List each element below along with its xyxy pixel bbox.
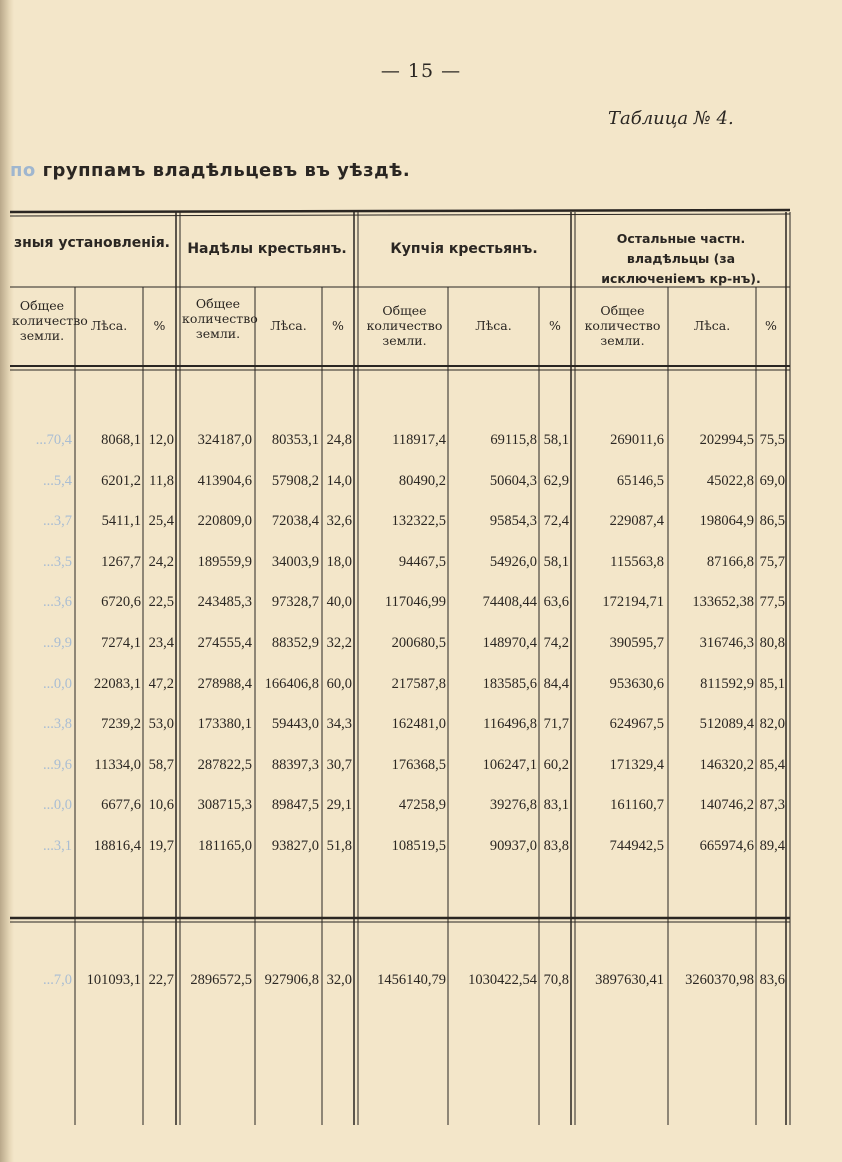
table-row-cell: 11334,0 (94, 756, 141, 773)
table-row-cell: 10,6 (148, 797, 174, 814)
table-row-cell: 115563,8 (610, 553, 664, 570)
table-row-cell: 80353,1 (271, 432, 319, 448)
table-row-cell: ...5,4 (43, 472, 72, 489)
table-row-cell: 30,7 (326, 756, 352, 773)
table-row-cell: 59443,0 (271, 716, 319, 733)
table-row-cell: 51,8 (326, 838, 352, 854)
table-row-cell: 133652,38 (692, 594, 754, 611)
table-row-cell: 243485,3 (197, 594, 252, 611)
table-row-cell: ...0,0 (43, 797, 72, 814)
table-row-cell: 811592,9 (700, 675, 754, 692)
table-row-cell: 8068,1 (101, 432, 141, 448)
table-row-cell: 53,0 (148, 716, 174, 733)
table-row-cell: 89847,5 (271, 797, 319, 814)
table-row-cell: 390595,7 (609, 635, 664, 651)
table-row-cell: 665974,6 (699, 838, 754, 854)
table-row-cell: ...9,6 (43, 756, 72, 773)
table-row-cell: 12,0 (148, 432, 174, 448)
totals-row-cell: 1456140,79 (377, 972, 446, 988)
table-row-cell: 72038,4 (271, 513, 319, 530)
table-row-cell: 116496,8 (483, 716, 537, 733)
subheader-g4-total: Общее количество земли. (584, 303, 661, 348)
table-row-cell: 80,8 (759, 635, 785, 651)
totals-row-cell: 32,0 (326, 972, 352, 988)
table-row-cell: 324187,0 (197, 432, 252, 448)
group-header-other-owners: Остальные частн. владѣльцы (за исключеніемъ кр-нъ). (601, 231, 761, 286)
table-row-cell: ...3,5 (43, 553, 72, 570)
table-row-cell: 97328,7 (271, 594, 319, 611)
table-row-cell: 269011,6 (610, 432, 664, 448)
table-row-cell: 85,1 (759, 675, 785, 692)
totals-row-cell: ...7,0 (43, 972, 72, 988)
table-row-cell: 40,0 (326, 594, 352, 611)
table-row-cell: 74,2 (543, 635, 569, 651)
table-row-cell: 94467,5 (398, 553, 446, 570)
table-row-cell: 5411,1 (101, 513, 141, 530)
table-row-cell: 18,0 (326, 553, 352, 570)
table-row-cell: 75,7 (759, 553, 785, 570)
table-row-cell: 166406,8 (264, 675, 319, 692)
table-row-cell: ...9,9 (43, 635, 72, 651)
totals-row-cell: 3897630,41 (595, 972, 664, 988)
table-row-cell: 88352,9 (271, 635, 319, 651)
table-row-cell: 69115,8 (490, 432, 537, 448)
table-row-cell: ...3,7 (43, 513, 72, 530)
subheader-g3-total: Общее количество земли. (366, 303, 443, 348)
table-row-cell: 89,4 (759, 838, 785, 854)
table-row-cell: 189559,9 (197, 553, 252, 570)
table-row-cell: 93827,0 (271, 838, 319, 854)
table-row-cell: 87166,8 (706, 553, 754, 570)
table-row-cell: 22083,1 (93, 675, 141, 692)
table-label: Таблица № 4. (608, 108, 734, 129)
subheader-g4-forest: Лѣса. (693, 318, 731, 333)
table-row-cell: 316746,3 (699, 635, 754, 651)
table-row-cell: 32,2 (326, 635, 352, 651)
table-row-cell: ...70,4 (35, 432, 72, 448)
table-row-cell: 953630,6 (609, 675, 664, 692)
table-row-cell: 198064,9 (699, 513, 754, 530)
table-row-cell: 82,0 (759, 716, 785, 733)
table-row-cell: 87,3 (759, 797, 785, 814)
heading-faded-part: по (10, 160, 36, 181)
table-row-cell: 25,4 (148, 513, 174, 530)
group-header-peasant-allotments: Надѣлы крестьянъ. (187, 241, 347, 257)
table-row-cell: 173380,1 (197, 716, 252, 733)
table-row-cell: 83,8 (543, 838, 569, 854)
table-row-cell: 176368,5 (391, 756, 446, 773)
table-row-cell: 88397,3 (271, 756, 319, 773)
table-row-cell: 84,4 (543, 675, 569, 692)
table-row-cell: 72,4 (543, 513, 569, 530)
table-row-cell: ...3,1 (43, 838, 72, 854)
table-row-cell: 32,6 (326, 513, 352, 530)
table-row-cell: 47258,9 (398, 797, 446, 814)
table-row-cell: 57908,2 (271, 472, 319, 489)
table-row-cell: 7274,1 (101, 635, 141, 651)
table-row-cell: 278988,4 (197, 675, 252, 692)
table-row-cell: 106247,1 (482, 756, 537, 773)
table-row-cell: 50604,3 (489, 472, 537, 489)
table-row-cell: 34003,9 (271, 553, 319, 570)
table-row-cell: 24,8 (326, 432, 352, 448)
table-row-cell: 6720,6 (101, 594, 141, 611)
totals-row-cell: 22,7 (148, 972, 174, 988)
subheader-g2-pct: % (332, 318, 344, 333)
table-row-cell: 24,2 (148, 553, 174, 570)
table-row-cell: 47,2 (148, 675, 174, 692)
table-row-cell: 108519,5 (391, 838, 446, 854)
table-row-cell: 22,5 (148, 594, 174, 611)
table-row-cell: 183585,6 (482, 675, 537, 692)
table-row-cell: 83,1 (543, 797, 569, 814)
table-row-cell: 11,8 (149, 472, 174, 489)
table-row-cell: 117046,99 (384, 594, 446, 611)
subheader-g1-pct: % (153, 318, 166, 333)
table-row-cell: 200680,5 (391, 635, 446, 651)
subheader-g2-forest: Лѣса. (270, 318, 307, 333)
totals-row-cell: 101093,1 (86, 972, 141, 988)
table-row-cell: ...3,8 (43, 716, 72, 733)
table-row-cell: 29,1 (326, 797, 352, 814)
table-row-cell: 90937,0 (489, 838, 537, 854)
group-header-institutions: зныя установленія. (14, 235, 170, 251)
table-row-cell: 140746,2 (699, 797, 754, 814)
subheader-g1-forest: Лѣса. (90, 318, 128, 333)
table-row-cell: ...3,6 (43, 594, 72, 611)
table-row-cell: 287822,5 (197, 756, 252, 773)
totals-row-cell: 70,8 (543, 972, 569, 988)
table-row-cell: 14,0 (326, 472, 352, 489)
table-row-cell: 39276,8 (489, 797, 537, 814)
group-header-peasant-purchases: Купчія крестьянъ. (390, 241, 538, 257)
table-row-cell: 54926,0 (489, 553, 537, 570)
heading-main-part: группамъ владѣльцевъ въ уѣздѣ. (42, 160, 411, 181)
table-row-cell: 86,5 (759, 513, 785, 530)
table-row-cell: 624967,5 (609, 716, 664, 733)
totals-row-cell: 83,6 (759, 972, 785, 988)
subheader-g2-total: Общее количество земли. (182, 296, 258, 341)
table-row-cell: 1267,7 (101, 553, 141, 570)
table-row-cell: 75,5 (759, 432, 785, 448)
table-row-cell: 6201,2 (101, 472, 141, 489)
table-row-cell: 58,1 (543, 553, 569, 570)
table-row-cell: 161160,7 (610, 797, 664, 814)
subheader-g4-pct: % (765, 318, 777, 333)
table-row-cell: 6677,6 (101, 797, 141, 814)
subheader-g3-pct: % (549, 318, 561, 333)
subheader-g1-total: Общее количество земли. (12, 298, 88, 343)
table-row-cell: 148970,4 (482, 635, 537, 651)
page-number: — 15 — (380, 60, 462, 82)
table-row-cell: 45022,8 (706, 472, 754, 489)
table-row-cell: 69,0 (759, 472, 785, 489)
table-row-cell: 23,4 (148, 635, 174, 651)
totals-row-cell: 1030422,54 (468, 972, 537, 988)
table-row-cell: 7239,2 (101, 716, 141, 733)
table-row-cell: 202994,5 (699, 432, 754, 448)
table-row-cell: 118917,4 (392, 432, 446, 448)
table-row-cell: 744942,5 (609, 838, 664, 854)
table-row-cell: 274555,4 (197, 635, 252, 651)
totals-row-cell: 2896572,5 (190, 972, 252, 988)
table-row-cell: 220809,0 (197, 513, 252, 530)
table-row-cell: 60,2 (543, 756, 569, 773)
table-row-cell: 512089,4 (699, 716, 754, 733)
table-row-cell: 58,7 (148, 756, 174, 773)
table-row-cell: 172194,71 (602, 594, 664, 611)
table-row-cell: 80490,2 (398, 472, 446, 489)
table-row-cell: 74408,44 (482, 594, 537, 611)
table-row-cell: 18816,4 (93, 838, 141, 854)
table-row-cell: 162481,0 (391, 716, 446, 733)
table-row-cell: 63,6 (543, 594, 569, 611)
table-row-cell: 181165,0 (198, 838, 252, 854)
table-row-cell: 413904,6 (197, 472, 252, 489)
table-heading (10, 160, 410, 181)
table-row-cell: 77,5 (759, 594, 785, 611)
table-row-cell: 60,0 (326, 675, 352, 692)
table-row-cell: 34,3 (326, 716, 352, 733)
table-row-cell: 58,1 (543, 432, 569, 448)
table-row-cell: 85,4 (759, 756, 785, 773)
table-row-cell: 95854,3 (489, 513, 537, 530)
table-row-cell: ...0,0 (43, 675, 72, 692)
totals-row-cell: 927906,8 (264, 972, 319, 988)
table-row-cell: 229087,4 (609, 513, 664, 530)
table-row-cell: 65146,5 (616, 472, 664, 489)
table-row-cell: 217587,8 (391, 675, 446, 692)
table-row-cell: 146320,2 (699, 756, 754, 773)
subheader-g3-forest: Лѣса. (475, 318, 512, 333)
table-row-cell: 19,7 (148, 838, 174, 854)
totals-row-cell: 3260370,98 (685, 972, 754, 988)
table-row-cell: 71,7 (543, 716, 569, 733)
table-row-cell: 171329,4 (609, 756, 664, 773)
table-row-cell: 132322,5 (391, 513, 446, 530)
table-row-cell: 62,9 (543, 472, 569, 489)
table-row-cell: 308715,3 (197, 797, 252, 814)
